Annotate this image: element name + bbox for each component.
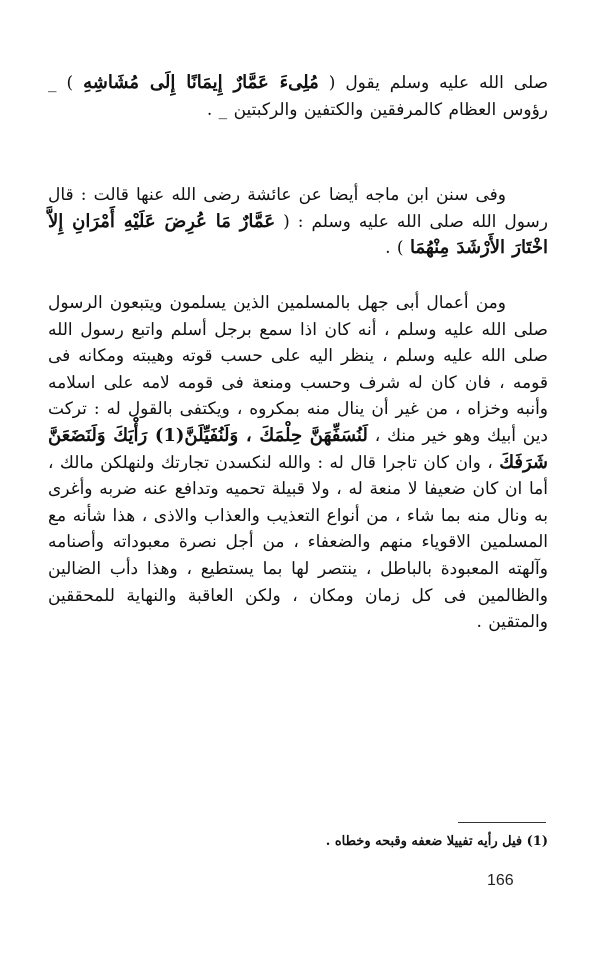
paragraph-lead-text: ومن أعمال أبى جهل بالمسلمين الذين يسلمون ويتبعون الرسول صلى الله عليه وسلم ، أنه كان اذا سمع برجل أسلم واتبع رسول الله صلى الله عليه وسلم ، ينظر اليه على حسب قوته وهيبته ومكانه فى قومه ، فان كان له شرف وحسب ومنعة فى قومه لامه على اسلامه وأنبه وخزاه ، من غير أن ينال منه بمكروه ، ويكتفى بالقول له : تركت دين أبيك وهو خير منك ، bbox=[48, 293, 548, 446]
page-number: 166 bbox=[487, 872, 514, 889]
footnote-divider bbox=[458, 822, 546, 823]
paragraph-abu-jahl bbox=[48, 290, 548, 636]
hadith-quote: مُلِىءَ عَمَّارٌ إِيمَانًا إِلَى مُشَاشِهِ bbox=[83, 72, 319, 93]
paragraph-tail-text: ) . bbox=[385, 238, 404, 259]
paragraph-tail-text: ) _ رؤوس العظام كالمرفقين والكتفين والركبتين _ . bbox=[48, 73, 548, 120]
threat-quote: لَنُسَفِّهَنَّ حِلْمَكَ ، وَلَنُفَيِّلَنَّ(1) رَأْيَكَ وَلَنَضَعَنَّ شَرَفَكَ bbox=[48, 424, 548, 473]
paragraph-ibn-majah bbox=[48, 182, 548, 262]
paragraph-hadith-ammar-faith bbox=[48, 70, 548, 123]
hadith-quote: عَمَّارٌ مَا عُرِضَ عَلَيْهِ أَمْرَانِ إِلاَّ اخْتَارَ الأَرْشَدَ مِنْهُمَا bbox=[48, 210, 548, 259]
paragraph-lead-text: وفى سنن ابن ماجه أيضا عن عائشة رضى الله عنها قالت : قال رسول الله صلى الله عليه وسلم : ( bbox=[48, 185, 548, 232]
paragraph-lead-text: صلى الله عليه وسلم يقول ( bbox=[328, 73, 549, 93]
paragraph-tail-text: ، وان كان تاجرا قال له : والله لنكسدن تجارتك ولنهلكن مالك ، أما ان كان ضعيفا لا منعة له ، ولا قبيلة تحميه وتدافع عنه ضربه وأغرى به ونال منه بما شاء ، من أنواع التعذيب والعذاب والاذى ، هذا شأنه مع المسلمين الاقوياء منهم والضعفاء ، من أجل نصرة معبوداته وأصنامه وآلهته المعبودة بالباطل ، ينتصر لها بما يستطيع ، وهذا دأب الضالين والظالمين فى كل زمان ومكان ، ولكن العاقبة والنهاية للمحققين والمتقين . bbox=[48, 452, 548, 633]
footnote: (1) فيل رأيه تفييلا ضعفه وقبحه وخطاه . bbox=[325, 834, 548, 849]
